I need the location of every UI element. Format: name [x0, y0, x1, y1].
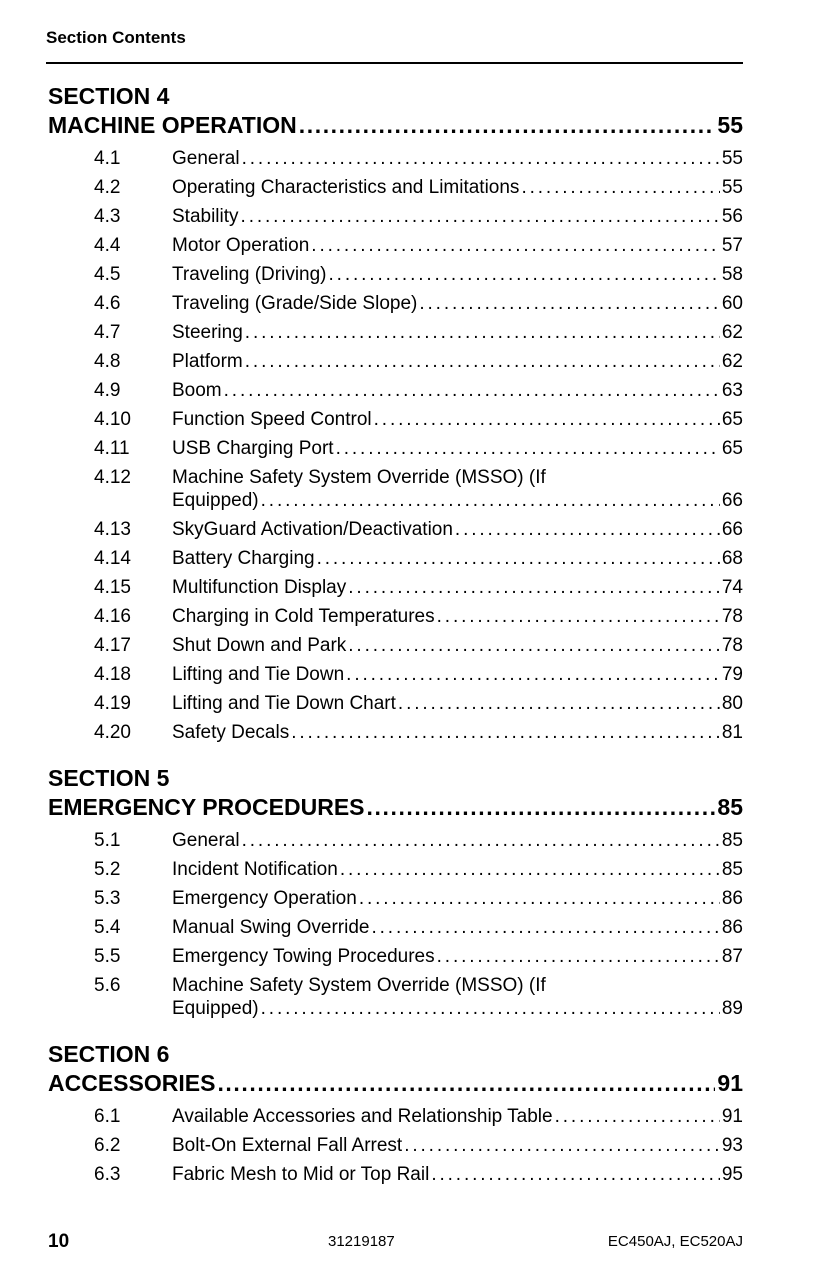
header-divider: [46, 62, 743, 64]
entry-page: 55: [721, 148, 743, 169]
toc-entry[interactable]: [48, 234, 743, 257]
dot-leader: [242, 147, 720, 170]
entry-page: 86: [721, 917, 743, 938]
entry-body: [172, 408, 743, 431]
toc-entry[interactable]: [48, 829, 743, 852]
toc-entry[interactable]: [48, 547, 743, 570]
entry-body: [172, 292, 743, 315]
entry-body: [172, 205, 743, 228]
toc-entry[interactable]: [48, 292, 743, 315]
toc-section: [48, 1040, 743, 1186]
entry-body: [172, 634, 743, 657]
toc-entry[interactable]: [48, 1163, 743, 1186]
toc-entry[interactable]: [48, 379, 743, 402]
entry-page: 66: [721, 490, 743, 511]
entry-line: [172, 379, 743, 402]
entry-body: [172, 605, 743, 628]
entry-line: [172, 408, 743, 431]
entry-title: Emergency Operation: [172, 888, 357, 909]
section-title-row[interactable]: [48, 793, 743, 822]
toc-entry[interactable]: [48, 466, 743, 512]
entry-title: Machine Safety System Override (MSSO) (If: [172, 975, 546, 996]
toc-entry[interactable]: [48, 1134, 743, 1157]
entry-number: 4.20: [94, 722, 131, 743]
dot-leader: [217, 1069, 715, 1098]
entry-page: 85: [721, 859, 743, 880]
entry-number: 6.1: [94, 1106, 121, 1127]
entry-title: Function Speed Control: [172, 409, 372, 430]
entry-number: 4.9: [94, 380, 121, 401]
entry-line: [172, 437, 743, 460]
toc-section: [48, 764, 743, 1020]
entry-line: [172, 350, 743, 373]
entry-body: [172, 147, 743, 170]
dot-leader: [261, 997, 720, 1020]
toc-entry[interactable]: [48, 692, 743, 715]
page-header-label: Section Contents: [46, 28, 186, 47]
entry-title: Bolt-On External Fall Arrest: [172, 1135, 403, 1156]
dot-leader: [340, 858, 720, 881]
section-page: 55: [717, 112, 743, 138]
entry-page: 87: [721, 946, 743, 967]
entry-line: [172, 466, 743, 489]
entry-number: 4.18: [94, 664, 131, 685]
entry-page: 65: [721, 438, 743, 459]
entry-number: 4.8: [94, 351, 121, 372]
toc-entry[interactable]: [48, 887, 743, 910]
toc-entry[interactable]: [48, 205, 743, 228]
footer-document-number: 31219187: [328, 1233, 395, 1250]
section-title-row[interactable]: [48, 1069, 743, 1098]
entry-title: Traveling (Grade/Side Slope): [172, 293, 418, 314]
entry-number: 5.4: [94, 917, 121, 938]
toc-entry[interactable]: [48, 974, 743, 1020]
entry-body: [172, 437, 743, 460]
entry-body: [172, 576, 743, 599]
dot-leader: [346, 663, 720, 686]
entry-page: 66: [721, 519, 743, 540]
section-number: SECTION 4: [48, 83, 170, 109]
entry-line: [172, 829, 743, 852]
entry-page: 79: [721, 664, 743, 685]
toc-entry[interactable]: [48, 176, 743, 199]
dot-leader: [404, 1134, 720, 1157]
entry-body: [172, 692, 743, 715]
entry-title: General: [172, 148, 240, 169]
toc-entry[interactable]: [48, 518, 743, 541]
entry-line: [172, 997, 743, 1020]
entry-number: 4.2: [94, 177, 121, 198]
dot-leader: [521, 176, 719, 199]
entry-title: Safety Decals: [172, 722, 290, 743]
entry-page: 78: [721, 635, 743, 656]
dot-leader: [299, 111, 716, 140]
entry-line: [172, 663, 743, 686]
dot-leader: [224, 379, 720, 402]
entry-line: [172, 1134, 743, 1157]
dot-leader: [555, 1105, 720, 1128]
entry-title: Charging in Cold Temperatures: [172, 606, 435, 627]
entry-number: 4.12: [94, 467, 131, 488]
dot-leader: [437, 945, 720, 968]
entry-body: [172, 721, 743, 744]
dot-leader: [371, 916, 719, 939]
footer-page-number: 10: [48, 1231, 70, 1252]
entry-line: [172, 205, 743, 228]
section-number: SECTION 6: [48, 1041, 170, 1067]
dot-leader: [245, 321, 720, 344]
section-title-row[interactable]: [48, 111, 743, 140]
entry-line: [172, 576, 743, 599]
section-title: MACHINE OPERATION: [48, 112, 297, 138]
entry-title: Platform: [172, 351, 243, 372]
entry-title: SkyGuard Activation/Deactivation: [172, 519, 453, 540]
entry-title: Lifting and Tie Down: [172, 664, 345, 685]
entry-number: 4.6: [94, 293, 121, 314]
entry-body: [172, 974, 743, 1020]
entry-page: 74: [721, 577, 743, 598]
entry-body: [172, 350, 743, 373]
entry-page: 63: [721, 380, 743, 401]
entry-title: Battery Charging: [172, 548, 315, 569]
toc-entry[interactable]: [48, 916, 743, 939]
entry-title: USB Charging Port: [172, 438, 334, 459]
toc-entry[interactable]: [48, 605, 743, 628]
dot-leader: [431, 1163, 720, 1186]
entry-line: [172, 176, 743, 199]
toc-entry[interactable]: [48, 945, 743, 968]
entry-line: [172, 147, 743, 170]
entry-number: 4.17: [94, 635, 131, 656]
entry-number: 4.11: [94, 438, 130, 459]
entry-title: Shut Down and Park: [172, 635, 347, 656]
entry-title: Fabric Mesh to Mid or Top Rail: [172, 1164, 430, 1185]
entry-title: Steering: [172, 322, 243, 343]
dot-leader: [311, 234, 720, 257]
entry-line: [172, 721, 743, 744]
toc-entry[interactable]: [48, 663, 743, 686]
entry-number: 4.19: [94, 693, 131, 714]
section-page: 85: [717, 794, 743, 820]
entry-line: [172, 292, 743, 315]
entry-number: 6.2: [94, 1135, 121, 1156]
entry-line: [172, 945, 743, 968]
entry-body: [172, 466, 743, 512]
entry-title: General: [172, 830, 240, 851]
entry-page: 89: [721, 998, 743, 1019]
dot-leader: [245, 350, 720, 373]
entry-page: 86: [721, 888, 743, 909]
entry-body: [172, 321, 743, 344]
entry-number: 6.3: [94, 1164, 121, 1185]
entry-page: 56: [721, 206, 743, 227]
dot-leader: [437, 605, 720, 628]
entry-body: [172, 547, 743, 570]
entry-title: Multifunction Display: [172, 577, 347, 598]
entry-body: [172, 1163, 743, 1186]
entry-line: [172, 234, 743, 257]
entry-body: [172, 945, 743, 968]
entry-number: 5.5: [94, 946, 121, 967]
entry-body: [172, 234, 743, 257]
entry-page: 80: [721, 693, 743, 714]
dot-leader: [398, 692, 720, 715]
entry-line: [172, 489, 743, 512]
entry-line: [172, 321, 743, 344]
entry-number: 4.14: [94, 548, 131, 569]
dot-leader: [455, 518, 720, 541]
entry-number: 4.10: [94, 409, 131, 430]
dot-leader: [261, 489, 720, 512]
entry-body: [172, 829, 743, 852]
entry-number: 5.6: [94, 975, 121, 996]
entry-line: [172, 605, 743, 628]
table-of-contents: [48, 82, 743, 1206]
entry-page: 91: [721, 1106, 743, 1127]
dot-leader: [348, 576, 720, 599]
entry-page: 55: [721, 177, 743, 198]
entry-number: 5.3: [94, 888, 121, 909]
dot-leader: [329, 263, 720, 286]
entry-line: [172, 1105, 743, 1128]
entry-title: Incident Notification: [172, 859, 338, 880]
entry-page: 85: [721, 830, 743, 851]
toc-entry[interactable]: [48, 263, 743, 286]
entry-page: 95: [721, 1164, 743, 1185]
footer-model-names: EC450AJ, EC520AJ: [607, 1233, 743, 1250]
toc-entry[interactable]: [48, 721, 743, 744]
dot-leader: [291, 721, 720, 744]
entry-page: 68: [721, 548, 743, 569]
dot-leader: [241, 205, 720, 228]
entry-body: [172, 518, 743, 541]
entry-body: [172, 176, 743, 199]
entry-number: 4.13: [94, 519, 131, 540]
entry-page: 93: [721, 1135, 743, 1156]
entry-page: 62: [721, 351, 743, 372]
entry-line: [172, 547, 743, 570]
entry-page: 81: [721, 722, 743, 743]
dot-leader: [242, 829, 720, 852]
toc-entry[interactable]: [48, 321, 743, 344]
entry-line: [172, 858, 743, 881]
entry-number: 4.15: [94, 577, 131, 598]
entry-number: 4.7: [94, 322, 121, 343]
toc-entry[interactable]: [48, 576, 743, 599]
entry-page: 78: [721, 606, 743, 627]
toc-entry[interactable]: [48, 1105, 743, 1128]
entry-title: Traveling (Driving): [172, 264, 327, 285]
entry-number: 5.1: [94, 830, 121, 851]
entry-line: [172, 634, 743, 657]
entry-page: 57: [721, 235, 743, 256]
entry-page: 58: [721, 264, 743, 285]
toc-entry[interactable]: [48, 350, 743, 373]
entry-page: 60: [721, 293, 743, 314]
entry-number: 4.3: [94, 206, 121, 227]
entry-body: [172, 1134, 743, 1157]
dot-leader: [419, 292, 720, 315]
toc-entry[interactable]: [48, 147, 743, 170]
section-number: SECTION 5: [48, 765, 170, 791]
entry-title-continued: Equipped): [172, 998, 259, 1019]
toc-entry[interactable]: [48, 437, 743, 460]
entry-body: [172, 663, 743, 686]
entry-line: [172, 887, 743, 910]
entry-body: [172, 858, 743, 881]
dot-leader: [359, 887, 720, 910]
entry-body: [172, 263, 743, 286]
toc-entry[interactable]: [48, 408, 743, 431]
entry-title: Motor Operation: [172, 235, 310, 256]
entry-number: 4.16: [94, 606, 131, 627]
entry-title: Manual Swing Override: [172, 917, 370, 938]
entry-page: 65: [721, 409, 743, 430]
entry-title: Operating Characteristics and Limitations: [172, 177, 520, 198]
section-page: 91: [717, 1070, 743, 1096]
entry-number: 4.5: [94, 264, 121, 285]
dot-leader: [367, 793, 716, 822]
entry-title: Emergency Towing Procedures: [172, 946, 435, 967]
entry-title: Available Accessories and Relationship Table: [172, 1106, 553, 1127]
entry-body: [172, 379, 743, 402]
entry-line: [172, 692, 743, 715]
toc-entry[interactable]: [48, 634, 743, 657]
toc-section: [48, 82, 743, 744]
entry-title: Lifting and Tie Down Chart: [172, 693, 396, 714]
dot-leader: [348, 634, 720, 657]
entry-line: [172, 263, 743, 286]
entry-line: [172, 974, 743, 997]
entry-title: Machine Safety System Override (MSSO) (If: [172, 467, 546, 488]
entry-line: [172, 518, 743, 541]
entry-line: [172, 1163, 743, 1186]
entry-title-continued: Equipped): [172, 490, 259, 511]
entry-number: 4.1: [94, 148, 121, 169]
dot-leader: [336, 437, 720, 460]
entry-body: [172, 887, 743, 910]
toc-entry[interactable]: [48, 858, 743, 881]
section-title: ACCESSORIES: [48, 1070, 216, 1096]
entry-body: [172, 1105, 743, 1128]
entry-body: [172, 916, 743, 939]
entry-number: 4.4: [94, 235, 121, 256]
entry-number: 5.2: [94, 859, 121, 880]
entry-title: Stability: [172, 206, 239, 227]
entry-title: Boom: [172, 380, 222, 401]
entry-line: [172, 916, 743, 939]
entry-page: 62: [721, 322, 743, 343]
section-title: EMERGENCY PROCEDURES: [48, 794, 365, 820]
dot-leader: [374, 408, 720, 431]
dot-leader: [317, 547, 720, 570]
